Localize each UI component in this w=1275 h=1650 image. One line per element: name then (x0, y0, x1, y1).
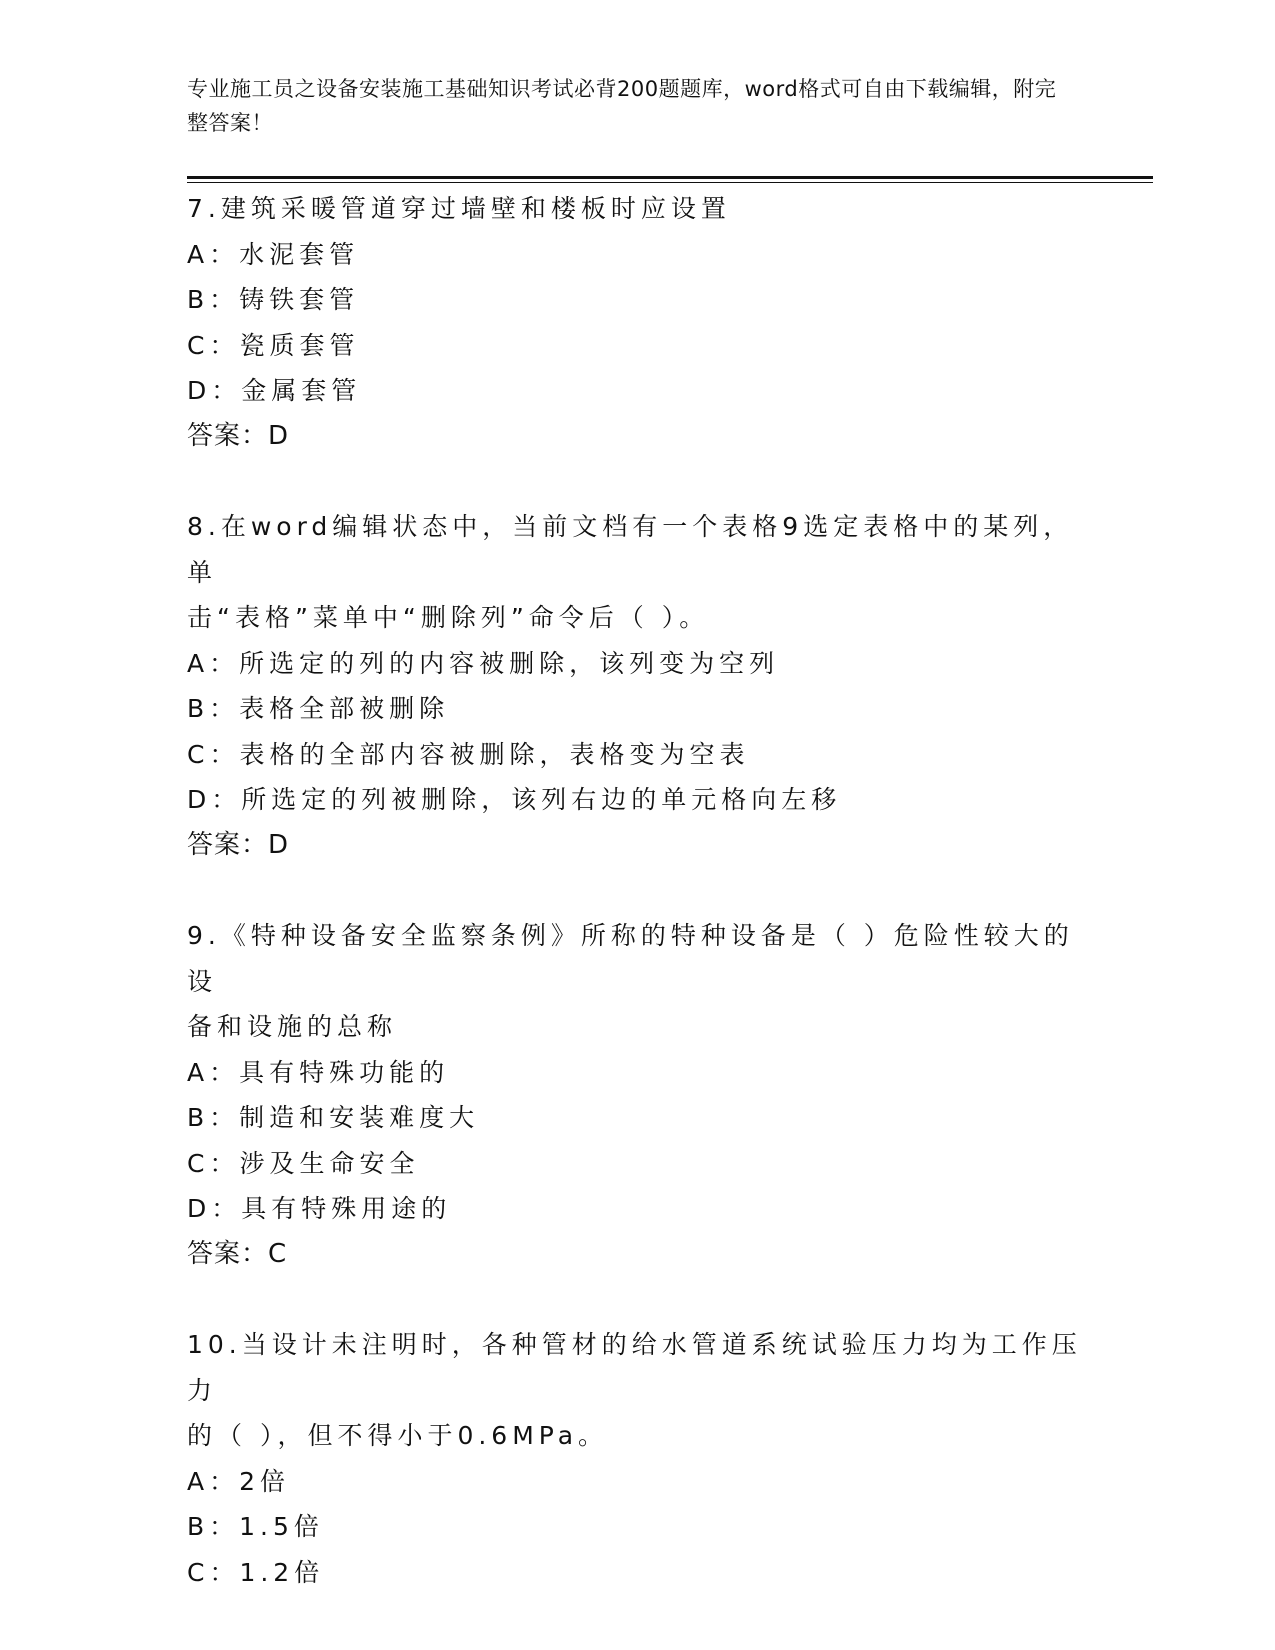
question-stem-line-2: 的（ ），但不得小于0.6MPa。 (187, 1421, 609, 1450)
header-rule-thick (187, 176, 1153, 179)
question-list (187, 186, 1087, 1595)
option-a: A：2倍 (187, 1466, 291, 1496)
answer-line: 答案：C (187, 1238, 288, 1269)
question-stem-line-1: 9.《特种设备安全监察条例》所称的特种设备是（ ）危险性较大的设 (187, 921, 1074, 996)
header-rule-thin (187, 182, 1153, 183)
option-d: D：具有特殊用途的 (187, 1194, 452, 1223)
option-d: D：所选定的列被删除，该列右边的单元格向左移 (187, 785, 842, 814)
question-9 (187, 913, 1087, 1277)
answer-line: 答案：D (187, 420, 290, 451)
option-c: C：表格的全部内容被删除，表格变为空表 (187, 739, 750, 769)
question-7 (187, 186, 1087, 459)
question-stem-line-1: 10.当设计未注明时，各种管材的给水管道系统试验压力均为工作压力 (187, 1330, 1082, 1405)
option-a: A：水泥套管 (187, 239, 360, 269)
question-stem-line-2: 备和设施的总称 (187, 1012, 398, 1041)
option-c: C：1.2倍 (187, 1557, 325, 1587)
document-header: 专业施工员之设备安装施工基础知识考试必背200题题库，word格式可自由下载编辑，附完整答案！ (187, 77, 1057, 135)
option-b: B：1.5倍 (187, 1512, 324, 1541)
question-10 (187, 1322, 1087, 1595)
option-a: A：具有特殊功能的 (187, 1057, 450, 1087)
answer-line: 答案：D (187, 829, 290, 860)
option-b: B：制造和安装难度大 (187, 1103, 480, 1132)
option-b: B：表格全部被删除 (187, 694, 450, 723)
option-b: B：铸铁套管 (187, 285, 360, 314)
option-c: C：涉及生命安全 (187, 1148, 420, 1178)
option-c: C：瓷质套管 (187, 330, 360, 360)
question-stem-line-1: 8.在word编辑状态中，当前文档有一个表格9选定表格中的某列，单 (187, 512, 1074, 587)
option-a: A：所选定的列的内容被删除，该列变为空列 (187, 648, 780, 678)
question-stem: 7.建筑采暖管道穿过墙壁和楼板时应设置 (187, 194, 731, 223)
question-8 (187, 504, 1087, 868)
question-stem-line-2: 击“表格”菜单中“删除列”命令后（ ）。 (187, 603, 710, 632)
option-d: D：金属套管 (187, 376, 362, 405)
